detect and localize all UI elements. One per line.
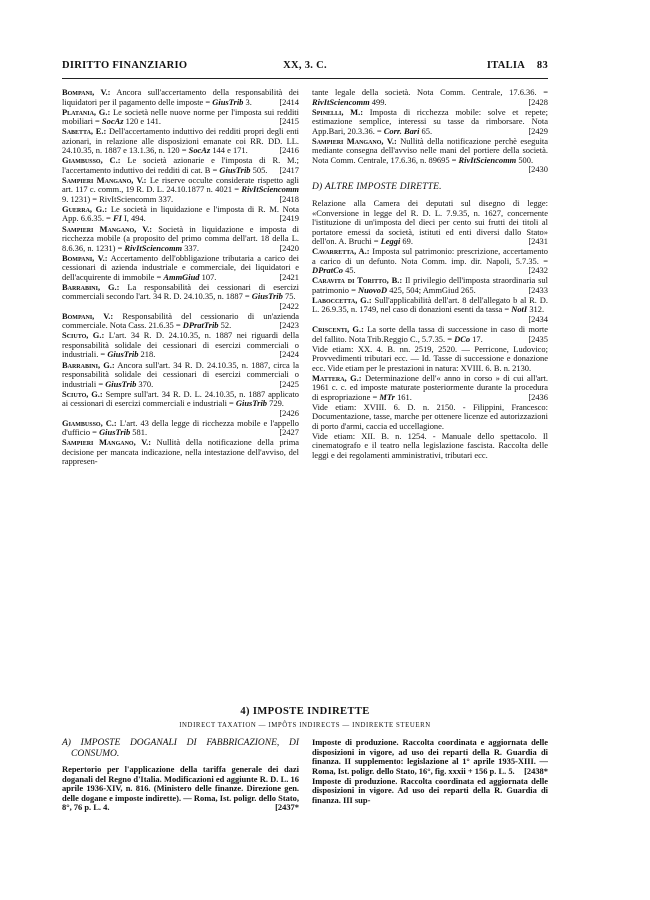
bottom-left-column: [62, 738, 299, 813]
entry-title: Nullità della notificazione perchè eseguita mediante consegna dell'avviso nelle mani del portiere della società. Nota Comm. Centrale, 17.6.36, n. 89695 =: [312, 135, 549, 165]
entry-citation: GiusTrib: [107, 349, 139, 360]
entry-number: [2419: [279, 213, 299, 224]
entry-number: [2426: [279, 407, 299, 418]
entry-citation: DPratTrib: [182, 320, 219, 331]
entry-author: Barrabini, G.:: [62, 359, 115, 370]
entry-author: Bompani, V.:: [62, 252, 108, 263]
entry-number: [2438*: [524, 765, 548, 776]
bibliography-entry: [62, 225, 299, 254]
bibliography-entry: [62, 205, 299, 224]
entry-number: [2433: [528, 284, 548, 295]
left-column: [62, 88, 299, 467]
bibliography-entry: [312, 777, 548, 806]
section-heading-a: A) IMPOSTE DOGANALI DI FABBRICAZIONE, DI CONSUMO.: [62, 738, 299, 759]
entry-number: [2415: [279, 116, 299, 127]
entry-citation: DCo: [454, 333, 471, 344]
entry-citation: GiusTrib: [99, 427, 131, 438]
entry-pages: 505.: [250, 164, 268, 175]
entry-title: Il privilegio dell'imposta straordinaria sul patrimonio =: [312, 275, 548, 295]
header-section-title: DIRITTO FINANZIARIO: [62, 60, 188, 71]
entry-citation: SocAz: [188, 145, 211, 156]
entry-pages: 9. 1231) = RivItSciencomm 337.: [62, 193, 174, 204]
bibliography-entry: [62, 419, 299, 438]
entry-title: Le riserve occulte considerate rispetto agli art. 117 c. comm., 19 R. D. L. 24.10.1877 n. 4021 =: [62, 174, 299, 195]
entry-number: [2434: [528, 313, 548, 324]
bibliography-entry: [312, 432, 548, 461]
bibliography-entry: [312, 276, 548, 295]
bibliography-entry: Repertorio per l'applicazione della tariffa generale dei dazi doganali del Regno d'Italia. Modificazioni ed aggiunte R. D. L. 16 aprile 1936-XIV, n. 816. (Ministero delle finanze. Direzione gen. delle dogane e imposte indirette). — Roma, Ist. poligr. dello Stato, 8°, 76 p. L. 4. [2437*: [62, 764, 299, 812]
entry-title: Accertamento dell'obbligazione tributaria a carico dei cessionari di azienda industriale e commerciale, dei liquidatori e dell'acquirente di immobile =: [62, 252, 299, 282]
header-rule: [62, 78, 548, 79]
bibliography-entry: [62, 312, 299, 331]
entry-number: [2418: [279, 193, 299, 204]
entry-number: [2422: [279, 300, 299, 311]
entry-pages: 3.: [243, 96, 252, 107]
entry-citation: GiusTrib: [235, 398, 268, 409]
entry-title: Imposte di produzione. Raccolta coordinata ed aggiornata delle disposizioni in vigore. Ad uso dei reparti della R. Guardia di finanza. III sup-: [312, 775, 548, 805]
entry-pages: I, 494.: [121, 213, 146, 224]
entry-title: Imposta di ricchezza mobile: solve et repete; estimazione semplice, interessi su tasse da rimborsare. Nota App.Bari, 20.3.36. =: [312, 106, 549, 136]
entry-title: Determinazione dell'« anno in corso » di cui all'art. 1961 c. c. ed imposte maturate posteriormente durante la procedura di espropriazione =: [312, 372, 548, 402]
entry-title: L'art. 43 della legge di ricchezza mobile e l'appello d'ufficio =: [62, 417, 299, 438]
entry-pages: 312.: [527, 304, 545, 315]
bibliography-entry: [62, 88, 299, 107]
right-column: [312, 88, 548, 461]
entry-pages: 581.: [130, 427, 148, 438]
section-heading-d: D) ALTRE IMPOSTE DIRETTE.: [312, 181, 442, 192]
entry-author: Sampieri Mangano, V.:: [62, 223, 153, 234]
entry-number: [2431: [528, 236, 548, 247]
entry-pages: 52.: [218, 320, 232, 331]
entry-citation: RivItSciencomm: [458, 154, 517, 165]
section-4-title: 4) IMPOSTE INDIRETTE: [240, 706, 370, 717]
entry-citation: GiusTrib: [105, 378, 137, 389]
entry-author: Guerra, G.:: [62, 203, 108, 214]
entry-title: Società in liquidazione e imposta di ricchezza mobile (a proposito del primo comma dell'art. 18 della L. 8.6.36, n. 1231) =: [62, 223, 299, 253]
entry-pages: 69.: [400, 236, 413, 247]
bibliography-entry: [62, 156, 299, 175]
entry-title: Nullità della notificazione della prima decisione per mancata indicazione, nella intestazione dell'avviso, del rappresen-: [62, 437, 300, 467]
entry-number: [2427: [279, 427, 299, 438]
bibliography-entry: [62, 390, 299, 419]
entry-title: Ancora sull'art. 34 R. D. 24.10.35, n. 1887, circa la responsabilità solidale dei cessionari di esercizi commerciali o industriali =: [62, 359, 300, 389]
entry-pages: 120 e 141.: [123, 116, 161, 127]
entry-number: [2435: [528, 333, 548, 344]
entry-author: Bompani, V.:: [62, 310, 114, 321]
bibliography-entry: [62, 331, 299, 360]
entry-author: Sciuto, G.:: [62, 330, 105, 341]
section-4-subtitle: INDIRECT TAXATION — IMPÔTS INDIRECTS — INDIREKTE STEUERN: [179, 722, 431, 729]
entry-number: [2416: [279, 145, 299, 156]
entry-pages: 729.: [267, 398, 284, 409]
entry-number: [2436: [528, 391, 548, 402]
entry-title: Le società nelle nuove norme per l'imposta sui redditi mobiliari =: [62, 106, 299, 127]
entry-author: Mattera, G.:: [312, 372, 362, 383]
entry-number: [2414: [279, 96, 299, 107]
entry-title: Ancora sull'accertamento della responsabilità dei liquidatori per il pagamento delle imposte =: [62, 87, 299, 107]
entry-number: [2425: [279, 378, 299, 389]
bibliography-entry: [62, 254, 299, 283]
entry-title: Vide etiam: XVIII. 6. D. n. 2150. - Filippini, Francesco: Documentazione, tasse, marche per ottenere licenze ed autorizzazioni di porto d'armi, caccia ed uccellagione.: [312, 401, 548, 431]
entry-citation: AmmGiud: [163, 271, 200, 282]
entry-number: [2417: [279, 164, 299, 175]
entry-author: Barrabini, G.:: [62, 281, 120, 292]
entry-title: Vide etiam: XX. 4. B. nn. 2519, 2520. — Perricone, Ludovico; Provvedimenti tributari ecc. — Id. Tasse di successione e donazione ecc. Vide etiam per le prestazioni in natura: XVIII. 6. B. n. 2130.: [312, 343, 548, 373]
bibliography-entry: [312, 199, 548, 247]
entry-pages: 370.: [136, 378, 154, 389]
entry-citation: NuovoD: [358, 284, 388, 295]
entry-citation: RivItSciencomm: [124, 242, 183, 253]
entry-number: [2428: [528, 96, 548, 107]
entry-title: Vide etiam: XII. B. n. 1254. - Manuale dello spettacolo. Il cinematografo e il teatro nella legislazione fascista. Raccolta delle leggi e dei regolamenti amministrativi, tributari ecc.: [312, 430, 548, 460]
entry-pages: 75.: [282, 291, 296, 302]
entry-number: [2421: [279, 271, 299, 282]
entry-title: Imposta sul patrimonio: prescrizione, accertamento a carico di un defunto. Nota Comm. imp. dir. Napoli, 5.7.35. =: [312, 246, 548, 266]
bibliography-entry: [312, 403, 548, 432]
entry-author: Spinelli, M.:: [312, 106, 364, 117]
entry-title: tante legale della società. Nota Comm. Centrale, 17.6.36. =: [312, 87, 548, 97]
entry-pages: 65.: [419, 125, 433, 136]
entry-number: [2429: [528, 125, 548, 136]
entry-author: Giambusso, C.:: [62, 155, 121, 166]
entry-author: Giambusso, C.:: [62, 417, 117, 428]
entry-pages: 17.: [470, 333, 483, 344]
running-header: [62, 60, 548, 76]
bibliography-entry: [312, 137, 548, 175]
entry-citation: GiusTrib: [212, 96, 244, 107]
bibliography-entry: [62, 176, 299, 205]
entry-author: Criscenti, G.:: [312, 324, 364, 335]
entry-citation: SocAz: [101, 116, 124, 127]
bibliography-entry: [312, 374, 548, 403]
entry-pages: 107.: [199, 271, 217, 282]
entry-citation: RivItSciencomm: [312, 96, 370, 107]
entry-title: L'art. 34 R. D. 24.10.35, n. 1887 nei riguardi della responsabilità solidale dei cessionari di esercizi commerciali o industriali. =: [62, 330, 299, 360]
entry-author: Sciuto, G.:: [62, 388, 103, 399]
entry-author: Cavarretta, A.:: [312, 246, 370, 257]
entry-title: Dell'accertamento induttivo dei redditi propri degli enti azionari, in relazione alle disposizioni emanate coi RR. DD. LL. 24.10.35, n. 1887 e 13.1.36, n. 120 =: [62, 126, 300, 156]
entry-citation: GiusTrib: [251, 291, 283, 302]
entry-pages: 161.: [394, 391, 412, 402]
entry-citation: RivItSciencomm: [241, 184, 299, 195]
entry-title: Le società azionarie e l'imposta di R. M.; l'accertamento induttivo dei redditi di cat. B =: [62, 155, 300, 175]
entry-pages: 218.: [138, 349, 156, 360]
entry-number: [2430: [528, 164, 548, 175]
bibliography-entry: [312, 108, 548, 137]
entry-citation: DPratCo: [312, 265, 343, 276]
entry-author: Platania, G.:: [62, 106, 111, 117]
header-country-page: ITALIA 83: [486, 60, 548, 71]
entry-title: Imposte di produzione. Raccolta coordinata e aggiornata delle disposizioni in vigore, ad uso dei reparti della R. Guardia di finanza. II supplemento: legislazione al 1° aprile 1935-XIII. — Roma, Ist. poligr. dello Stato, 16°, fig. xxxii + 156 p. L. 5.: [312, 737, 548, 776]
entry-title: Responsabilità del cessionario di un'azienda commerciale. Nota Cass. 21.6.35 =: [62, 310, 300, 331]
bibliography-entry: [62, 438, 299, 467]
bibliography-entry: [312, 88, 548, 107]
bibliography-entry: [312, 345, 548, 374]
entry-title: Sull'applicabilità dell'art. 8 dell'allegato b al R. D. L. 26.9.35, n. 1749, nel caso di donazioni esenti da tassa =: [312, 294, 548, 315]
bibliography-entry: [62, 283, 299, 312]
entry-citation: Corr. Bari: [383, 125, 420, 136]
entry-pages: 144 e 171.: [210, 145, 248, 156]
bibliography-entry: [312, 296, 548, 325]
header-classification: XX, 3. C.: [283, 60, 327, 71]
entry-title: Le società in liquidazione e l'imposta di R. M. Nota App. 6.6.35. =: [62, 203, 300, 224]
entry-title: La responsabilità dei cessionari di esercizi commerciali secondo l'art. 34 R. D. 24.10.35, n. 1887 =: [62, 281, 300, 302]
entry-number: [2420: [279, 242, 299, 253]
entry-citation: MTr: [379, 391, 395, 402]
bibliography-entry: [62, 361, 299, 390]
entry-pages: 500.: [516, 154, 534, 165]
entry-pages: 337.: [182, 242, 199, 253]
entry-title: Sempre sull'art. 34 R. D. L. 24.10.35, n. 1887 applicato ai cessionari di esercizi commerciali e industriali =: [62, 388, 299, 409]
entry-number: [2424: [279, 349, 299, 360]
entry-title: La sorte della tassa di successione in caso di morte del fallito. Nota Trib.Reggio C., 5.7.35. =: [312, 324, 549, 344]
bibliography-entry: [312, 247, 548, 276]
entry-citation: NotI: [511, 304, 528, 315]
bibliography-entry: [62, 127, 299, 156]
entry-author: Sampieri Mangano, V.:: [62, 174, 147, 185]
entry-pages: 425, 504; AmmGiud 265.: [387, 284, 476, 295]
entry-pages: 499.: [369, 96, 387, 107]
entry-number: [2423: [279, 320, 299, 331]
bibliography-entry: [62, 108, 299, 127]
entry-number: [2432: [528, 265, 548, 276]
entry-citation: FI: [112, 213, 122, 224]
entry-author: Sampieri Mangano, V.:: [62, 437, 152, 448]
bibliography-entry: [312, 325, 548, 344]
entry-citation: GiusTrib: [219, 164, 251, 175]
entry-title: Relazione alla Camera dei deputati sul disegno di legge: «Conversione in legge del R. D. L. 7.9.35, n. 1627, concernente l'istituzione di un'imposta del dieci per cento sui frutti dei titoli al portatore emessi da società, istituti ed enti diversi dallo Stato» dell'on. A. Bruchi =: [312, 198, 548, 247]
entry-pages: 45.: [342, 265, 356, 276]
entry-author: Laboccetta, G.:: [312, 294, 372, 305]
bottom-right-column: [312, 738, 548, 806]
entry-author: Sampieri Mangano, V.:: [312, 135, 397, 146]
entry-author: Sabetta, E.:: [62, 126, 107, 137]
bibliography-entry: [312, 738, 548, 776]
entry-author: Caravita di Toritto, B.:: [312, 275, 403, 286]
entry-author: Bompani, V.:: [62, 87, 111, 97]
entry-citation: Leggi: [380, 236, 401, 247]
